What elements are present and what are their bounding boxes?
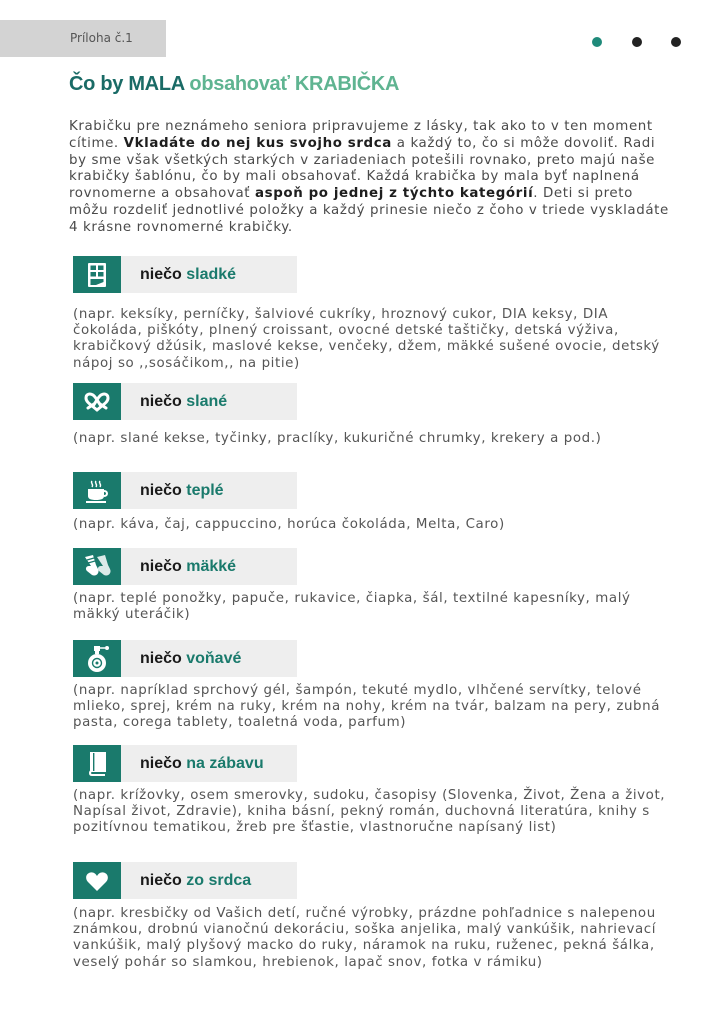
- intro-text-1: Krabičku pre neznámeho seniora pripravujeme z lásky, tak ako to v ten moment cítime.: [69, 119, 653, 151]
- category-description: (napr. slané kekse, tyčinky, praclíky, kukuričné chrumky, krekery a pod.): [73, 431, 602, 446]
- category-description: (napr. kresbičky od Vašich detí, ručné výrobky, prázdne pohľadnice s nalepenou známkou, drobnú vianočnú dekoráciu, soška anjelika, malý vankúšik, nahrievací vankúšik, malý plyšový macko do ruky, náramok na ruku, ruženec, pekná šálka, veselý pohár so slamkou, hrebienok, lapač snov, fotka v rámiku): [73, 906, 657, 970]
- category-header-na-zabavu: [73, 745, 297, 782]
- dot-black: [632, 37, 642, 47]
- pretzel-icon: [73, 383, 121, 420]
- title-part2: obsahovať KRABIČKA: [189, 73, 400, 95]
- hot-cup-icon: [73, 472, 121, 509]
- category-header-sladke: [73, 256, 297, 293]
- category-description: (napr. teplé ponožky, papuče, rukavice, čiapka, šál, textilné kapesníky, malý mäkký uteráčik): [73, 591, 631, 623]
- intro-paragraph: [69, 119, 669, 237]
- category-description: (napr. káva, čaj, cappuccino, horúca čokoláda, Melta, Caro): [73, 517, 505, 532]
- category-description: (napr. krížovky, osem smerovky, sudoku, časopisy (Slovenka, Život, Žena a život, Napísal život, Zdravie), kniha básní, pekný román, duchovná literatúra, knihy s pozitívnou tematikou, žreb pre šťastie, vlastnoručne napísaný list): [73, 788, 666, 836]
- category-description: (napr. napríklad sprchový gél, šampón, tekuté mydlo, vlhčené servítky, telové mlieko, sprej, krém na ruky, krém na nohy, krém na tvár, balzam na pery, zubná pasta, corega tablety, toaletná voda, parfum): [73, 683, 661, 731]
- category-title: niečo voňavé: [140, 650, 242, 667]
- intro-bold-1: Vkladáte do nej kus svojho srdca: [123, 135, 392, 151]
- category-title: niečo slané: [140, 393, 228, 410]
- dot-teal: [592, 37, 602, 47]
- attachment-tag: Príloha č.1: [0, 20, 166, 57]
- category-header-teple: [73, 472, 297, 509]
- socks-icon: [73, 548, 121, 585]
- heart-icon: [73, 862, 121, 899]
- category-header-slane: [73, 383, 297, 420]
- category-title: niečo zo srdca: [140, 872, 252, 889]
- intro-bold-2: aspoň po jednej z týchto kategórií: [255, 186, 534, 202]
- category-description: (napr. keksíky, perníčky, šalviové cukríky, hroznový cukor, DIA keksy, DIA čokoláda, piškóty, plnený croissant, ovocné detské taštičky, detská výživa, krabičkový džúsik, maslové kekse, venčeky, džem, mäkké sušené ovocie, detský nápoj so ,,sosáčikom,, na pitie): [73, 307, 660, 371]
- category-header-zo-srdca: [73, 862, 297, 899]
- chocolate-icon: [73, 256, 121, 293]
- intro-text-2: a každý to, čo si môže dovoliť. Radi by sme však všetkých starkých v zariadeniach potešili rovnako, preto majú naše krabičky šablónu, čo by mali obsahovať. Každá krabička by mala byť naplnená rovnomerne a obsahovať: [69, 135, 656, 202]
- perfume-icon: [73, 640, 121, 677]
- category-title: niečo mäkké: [140, 558, 237, 575]
- intro-text-3: . Deti si preto môžu rozdeliť jednotlivé položky a každý prinesie niečo z čoho v triede vyskladáte 4 krásne rovnomerné krabičky.: [69, 186, 669, 235]
- book-icon: [73, 745, 121, 782]
- category-title: niečo na zábavu: [140, 755, 264, 772]
- page-title: [69, 73, 399, 96]
- category-header-vonave: [73, 640, 297, 677]
- category-header-makke: [73, 548, 297, 585]
- title-part1: Čo by MALA: [69, 73, 190, 95]
- category-title: niečo teplé: [140, 482, 224, 499]
- dot-black: [671, 37, 681, 47]
- category-title: niečo sladké: [140, 266, 237, 283]
